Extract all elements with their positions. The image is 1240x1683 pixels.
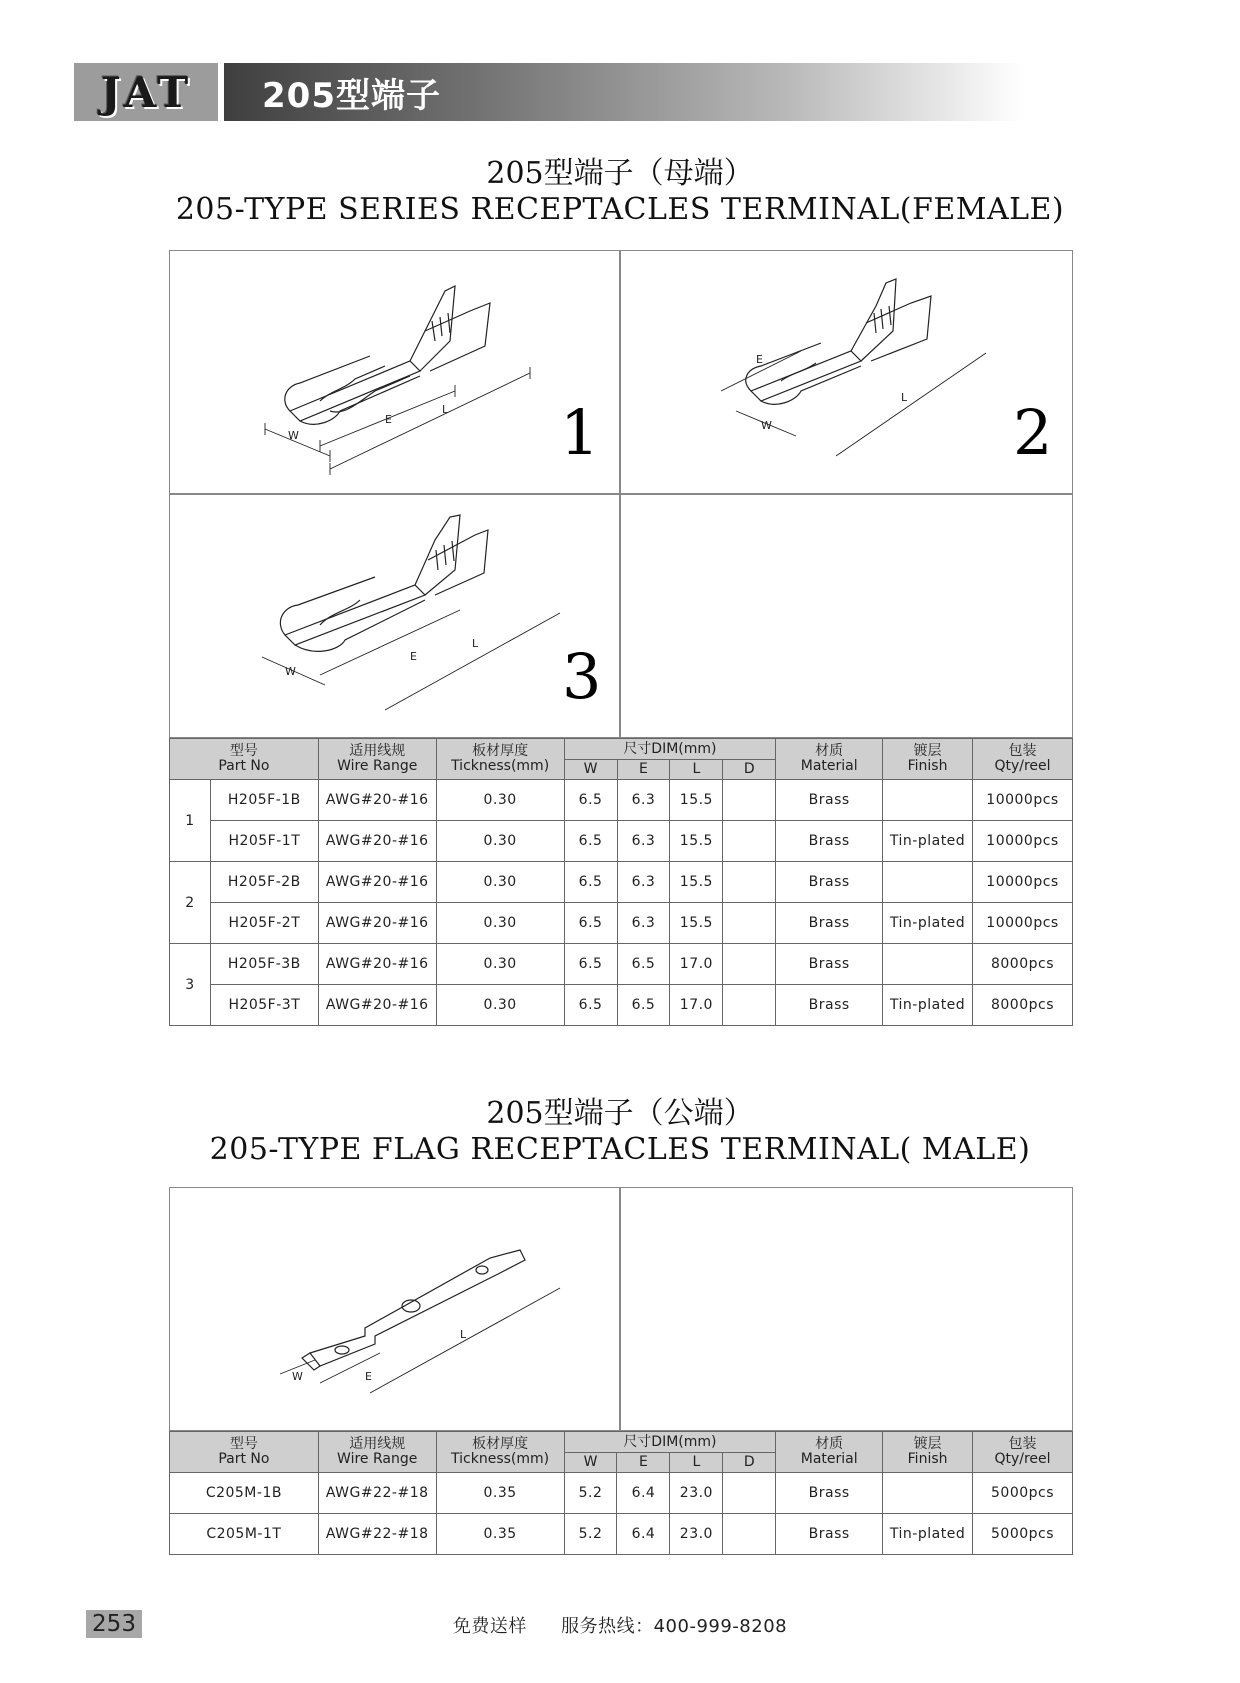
material: Brass	[776, 944, 883, 985]
figure-cell-empty	[620, 494, 1073, 738]
header-dim-d: D	[723, 1453, 776, 1473]
thickness: 0.30	[436, 821, 564, 862]
header-dim-w: W	[564, 1453, 617, 1473]
group-number: 1	[170, 780, 211, 862]
thickness: 0.30	[436, 985, 564, 1026]
part-no: H205F-2T	[210, 903, 318, 944]
material: Brass	[776, 985, 883, 1026]
finish: Tin-plated	[883, 821, 973, 862]
header-material: 材质 Material	[776, 739, 883, 780]
dim-w: 6.5	[564, 985, 617, 1026]
dim-label-e-2: E	[756, 353, 763, 366]
header-dim-l: L	[670, 760, 723, 780]
part-no: H205F-1B	[210, 780, 318, 821]
footer-hotline: 服务热线：400-999-8208	[561, 1616, 788, 1637]
wire-range: AWG#20-#16	[318, 985, 436, 1026]
male-section-title-cn: 205型端子（公端）	[486, 1096, 754, 1131]
dim-label-w-2: W	[761, 419, 772, 432]
part-no: H205F-3B	[210, 944, 318, 985]
part-no: H205F-2B	[210, 862, 318, 903]
figure-number-3: 3	[562, 640, 602, 713]
group-number: 2	[170, 862, 211, 944]
material: Brass	[776, 1473, 883, 1514]
header-finish: 镀层 Finish	[883, 1432, 973, 1473]
table-row	[170, 821, 1073, 862]
male-figure-cell	[169, 1187, 620, 1431]
table-row	[170, 944, 1073, 985]
dim-d	[723, 1514, 776, 1555]
dim-label-l-3: L	[472, 637, 479, 650]
dim-d	[723, 903, 776, 944]
finish	[883, 944, 973, 985]
header-qty: 包装 Qty/reel	[973, 739, 1073, 780]
dim-d	[723, 862, 776, 903]
male-dim-label-l: L	[460, 1328, 467, 1341]
part-no: H205F-3T	[210, 985, 318, 1026]
wire-range: AWG#20-#16	[318, 821, 436, 862]
qty: 10000pcs	[973, 862, 1073, 903]
terminal-drawing-3	[170, 495, 621, 739]
dim-w: 6.5	[564, 862, 617, 903]
material: Brass	[776, 1514, 883, 1555]
qty: 10000pcs	[973, 821, 1073, 862]
page-number: 253	[86, 1610, 142, 1638]
thickness: 0.30	[436, 862, 564, 903]
male-section-title-en: 205-TYPE FLAG RECEPTACLES TERMINAL( MALE)	[209, 1132, 1031, 1167]
dim-d	[723, 985, 776, 1026]
terminal-drawing-1	[170, 251, 621, 495]
dim-label-e-1: E	[385, 413, 392, 426]
part-no: H205F-1T	[210, 821, 318, 862]
header-dim: 尺寸DIM(mm)	[564, 739, 776, 760]
header-dim-e: E	[617, 760, 670, 780]
footer-free-sample: 免费送样	[452, 1616, 527, 1637]
dim-l: 17.0	[670, 944, 723, 985]
material: Brass	[776, 821, 883, 862]
dim-l: 15.5	[670, 780, 723, 821]
material: Brass	[776, 862, 883, 903]
wire-range: AWG#20-#16	[318, 944, 436, 985]
table-row	[170, 903, 1073, 944]
table-row	[170, 1514, 1073, 1555]
dim-e: 6.5	[617, 985, 670, 1026]
female-section-title-en: 205-TYPE SERIES RECEPTACLES TERMINAL(FEMALE)	[175, 192, 1065, 227]
dim-label-l-1: L	[442, 403, 449, 416]
header-dim: 尺寸DIM(mm)	[564, 1432, 776, 1453]
header-wire-range: 适用线规 Wire Range	[318, 739, 436, 780]
finish	[883, 862, 973, 903]
dim-w: 5.2	[564, 1514, 617, 1555]
dim-e: 6.4	[617, 1473, 670, 1514]
dim-w: 6.5	[564, 821, 617, 862]
figure-cell-3	[169, 494, 620, 738]
header-title: 205型端子	[262, 75, 441, 116]
figure-cell-2	[620, 250, 1073, 494]
female-section-title-cn: 205型端子（母端）	[486, 156, 754, 191]
male-terminal-drawing	[170, 1188, 621, 1432]
dim-e: 6.3	[617, 862, 670, 903]
qty: 10000pcs	[973, 780, 1073, 821]
table-row	[170, 1473, 1073, 1514]
qty: 8000pcs	[973, 985, 1073, 1026]
dim-e: 6.3	[617, 780, 670, 821]
dim-d	[723, 944, 776, 985]
table-row	[170, 985, 1073, 1026]
figure-number-2: 2	[1013, 396, 1053, 469]
header-qty: 包装 Qty/reel	[973, 1432, 1073, 1473]
dim-e: 6.5	[617, 944, 670, 985]
dim-label-e-3: E	[410, 650, 417, 663]
figure-number-1: 1	[560, 396, 600, 469]
dim-l: 15.5	[670, 903, 723, 944]
wire-range: AWG#20-#16	[318, 862, 436, 903]
finish	[883, 780, 973, 821]
dim-w: 6.5	[564, 903, 617, 944]
part-no: C205M-1T	[170, 1514, 319, 1555]
dim-label-w-1: W	[288, 429, 299, 442]
thickness: 0.35	[436, 1473, 564, 1514]
logo-text: JAT	[100, 67, 192, 117]
brand-logo	[74, 63, 218, 121]
dim-label-w-3: W	[285, 665, 296, 678]
male-dim-label-e: E	[365, 1370, 372, 1383]
dim-w: 5.2	[564, 1473, 617, 1514]
dim-w: 6.5	[564, 780, 617, 821]
header-material: 材质 Material	[776, 1432, 883, 1473]
female-spec-table	[169, 738, 1073, 1026]
thickness: 0.30	[436, 944, 564, 985]
dim-d	[723, 821, 776, 862]
dim-w: 6.5	[564, 944, 617, 985]
header-dim-d: D	[723, 760, 776, 780]
header-part-no: 型号 Part No	[170, 739, 319, 780]
material: Brass	[776, 780, 883, 821]
wire-range: AWG#22-#18	[318, 1514, 436, 1555]
footer-contact	[0, 1612, 1240, 1638]
finish	[883, 1473, 973, 1514]
qty: 8000pcs	[973, 944, 1073, 985]
thickness: 0.30	[436, 780, 564, 821]
table-row	[170, 862, 1073, 903]
wire-range: AWG#20-#16	[318, 780, 436, 821]
dim-label-l-2: L	[901, 391, 908, 404]
header-finish: 镀层 Finish	[883, 739, 973, 780]
male-figure-cell-empty	[620, 1187, 1073, 1431]
finish: Tin-plated	[883, 903, 973, 944]
header-dim-l: L	[670, 1453, 723, 1473]
thickness: 0.35	[436, 1514, 564, 1555]
header-dim-e: E	[617, 1453, 670, 1473]
header-part-no: 型号 Part No	[170, 1432, 319, 1473]
terminal-drawing-2	[621, 251, 1074, 495]
header-thickness: 板材厚度 Tickness(mm)	[436, 1432, 564, 1473]
qty: 5000pcs	[973, 1514, 1073, 1555]
dim-e: 6.3	[617, 903, 670, 944]
finish: Tin-plated	[883, 985, 973, 1026]
header-thickness: 板材厚度 Tickness(mm)	[436, 739, 564, 780]
dim-l: 17.0	[670, 985, 723, 1026]
header-dim-w: W	[564, 760, 617, 780]
dim-e: 6.4	[617, 1514, 670, 1555]
header-wire-range: 适用线规 Wire Range	[318, 1432, 436, 1473]
dim-l: 15.5	[670, 862, 723, 903]
male-dim-label-w: W	[292, 1370, 303, 1383]
dim-l: 23.0	[670, 1514, 723, 1555]
finish: Tin-plated	[883, 1514, 973, 1555]
wire-range: AWG#20-#16	[318, 903, 436, 944]
dim-d	[723, 780, 776, 821]
group-number: 3	[170, 944, 211, 1026]
thickness: 0.30	[436, 903, 564, 944]
dim-l: 23.0	[670, 1473, 723, 1514]
dim-l: 15.5	[670, 821, 723, 862]
qty: 5000pcs	[973, 1473, 1073, 1514]
dim-e: 6.3	[617, 821, 670, 862]
header-title-bar	[224, 63, 1024, 121]
wire-range: AWG#22-#18	[318, 1473, 436, 1514]
material: Brass	[776, 903, 883, 944]
qty: 10000pcs	[973, 903, 1073, 944]
dim-d	[723, 1473, 776, 1514]
table-row	[170, 780, 1073, 821]
part-no: C205M-1B	[170, 1473, 319, 1514]
male-spec-table	[169, 1431, 1073, 1555]
figure-cell-1	[169, 250, 620, 494]
